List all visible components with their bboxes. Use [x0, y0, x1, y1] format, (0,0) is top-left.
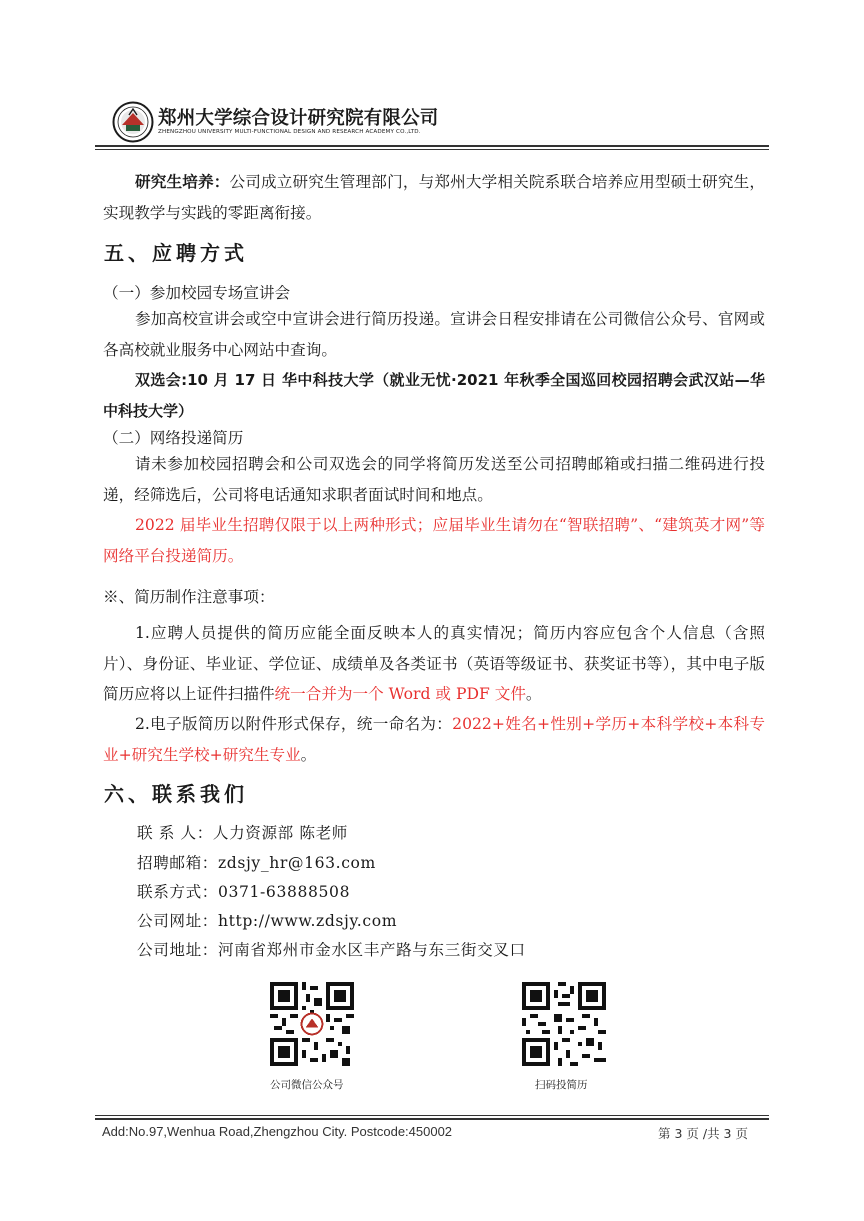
contact-email: 招聘邮箱：zdsjy_hr@163.com: [137, 854, 376, 872]
resume-note-1-text: 1.应聘人员提供的简历应能全面反映本人的真实情况；简历内容应包含个人信息（含照片）、身份证、毕业证、学位证、成绩单及各类证书（英语等级证书、获奖证书等），其中电子版简历应将以上证件扫描件: [103, 624, 765, 703]
footer-divider-thin: [95, 1115, 769, 1116]
intro-label: 研究生培养：: [135, 172, 230, 191]
university-seal-icon: [112, 101, 154, 143]
resume-notes-title: ※、简历制作注意事项：: [103, 588, 275, 606]
online-resume-paragraph: 请未参加校园招聘会和公司双选会的同学将简历发送至公司招聘邮箱或扫描二维码进行投递，经筛选后，公司将电话通知求职者面试时间和地点。: [103, 455, 765, 504]
header-company-name-en: ZHENGZHOU UNIVERSITY MULTI-FUNCTIONAL DESIGN AND RESEARCH ACADEMY CO.,LTD.: [158, 129, 421, 135]
resume-qr-caption: 扫码投简历: [535, 1079, 588, 1091]
contact-person: 联 系 人：人力资源部 陈老师: [137, 824, 348, 842]
subheading-online-resume: （二）网络投递简历: [103, 429, 244, 447]
intro-text: 公司成立研究生管理部门，与郑州大学相关院系联合培养应用型硕士研究生，实现教学与实践的零距离衔接。: [103, 173, 765, 222]
wechat-qr-code-icon: [270, 982, 354, 1066]
notice-paragraph: 2022 届毕业生招聘仅限于以上两种形式；应届毕业生请勿在“智联招聘”、“建筑英才网”等网络平台投递简历。: [103, 516, 765, 565]
contact-website: 公司网址：http://www.zdsjy.com: [137, 912, 398, 930]
resume-note-1-highlight: 统一合并为一个 Word 或 PDF 文件: [274, 685, 526, 703]
resume-note-2-highlight: 2022+姓名+性别+学历+本科学校+本科专业+研究生学校+研究生专业: [103, 715, 765, 764]
contact-address: 公司地址：河南省郑州市金水区丰产路与东三街交叉口: [137, 941, 526, 959]
section-heading-contact: 六、联系我们: [104, 782, 248, 806]
contact-phone: 联系方式：0371-63888508: [137, 883, 351, 901]
header-company-name: 郑州大学综合设计研究院有限公司: [158, 108, 439, 129]
resume-qr-code-icon: [522, 982, 606, 1066]
intro-paragraph: [103, 167, 765, 228]
footer-divider: [95, 1118, 769, 1120]
resume-note-2-end: 。: [300, 745, 317, 764]
subheading-campus-talk: （一）参加校园专场宣讲会: [103, 284, 291, 302]
header-divider: [95, 145, 769, 147]
footer-page-number: 第 3 页 /共 3 页: [658, 1126, 748, 1141]
resume-note-1: [103, 618, 765, 710]
footer-address: Add:No.97,Wenhua Road,Zhengzhou City. Postcode:450002: [102, 1124, 453, 1139]
wechat-qr-caption: 公司微信公众号: [270, 1079, 344, 1091]
campus-talk-paragraph: 参加高校宣讲会或空中宣讲会进行简历投递。宣讲会日程安排请在公司微信公众号、官网或各高校就业服务中心网站中查询。: [103, 310, 765, 359]
resume-note-1-end: 。: [525, 685, 542, 703]
section-heading-application: 五、应聘方式: [104, 241, 248, 265]
header-divider-thin: [95, 149, 769, 150]
job-fair-paragraph: 双选会:10 月 17 日 华中科技大学（就业无忧·2021 年秋季全国巡回校园招聘会武汉站—华中科技大学）: [103, 371, 765, 420]
resume-note-2: [103, 709, 765, 770]
resume-note-2-text: 2.电子版简历以附件形式保存，统一命名为：: [135, 715, 453, 733]
